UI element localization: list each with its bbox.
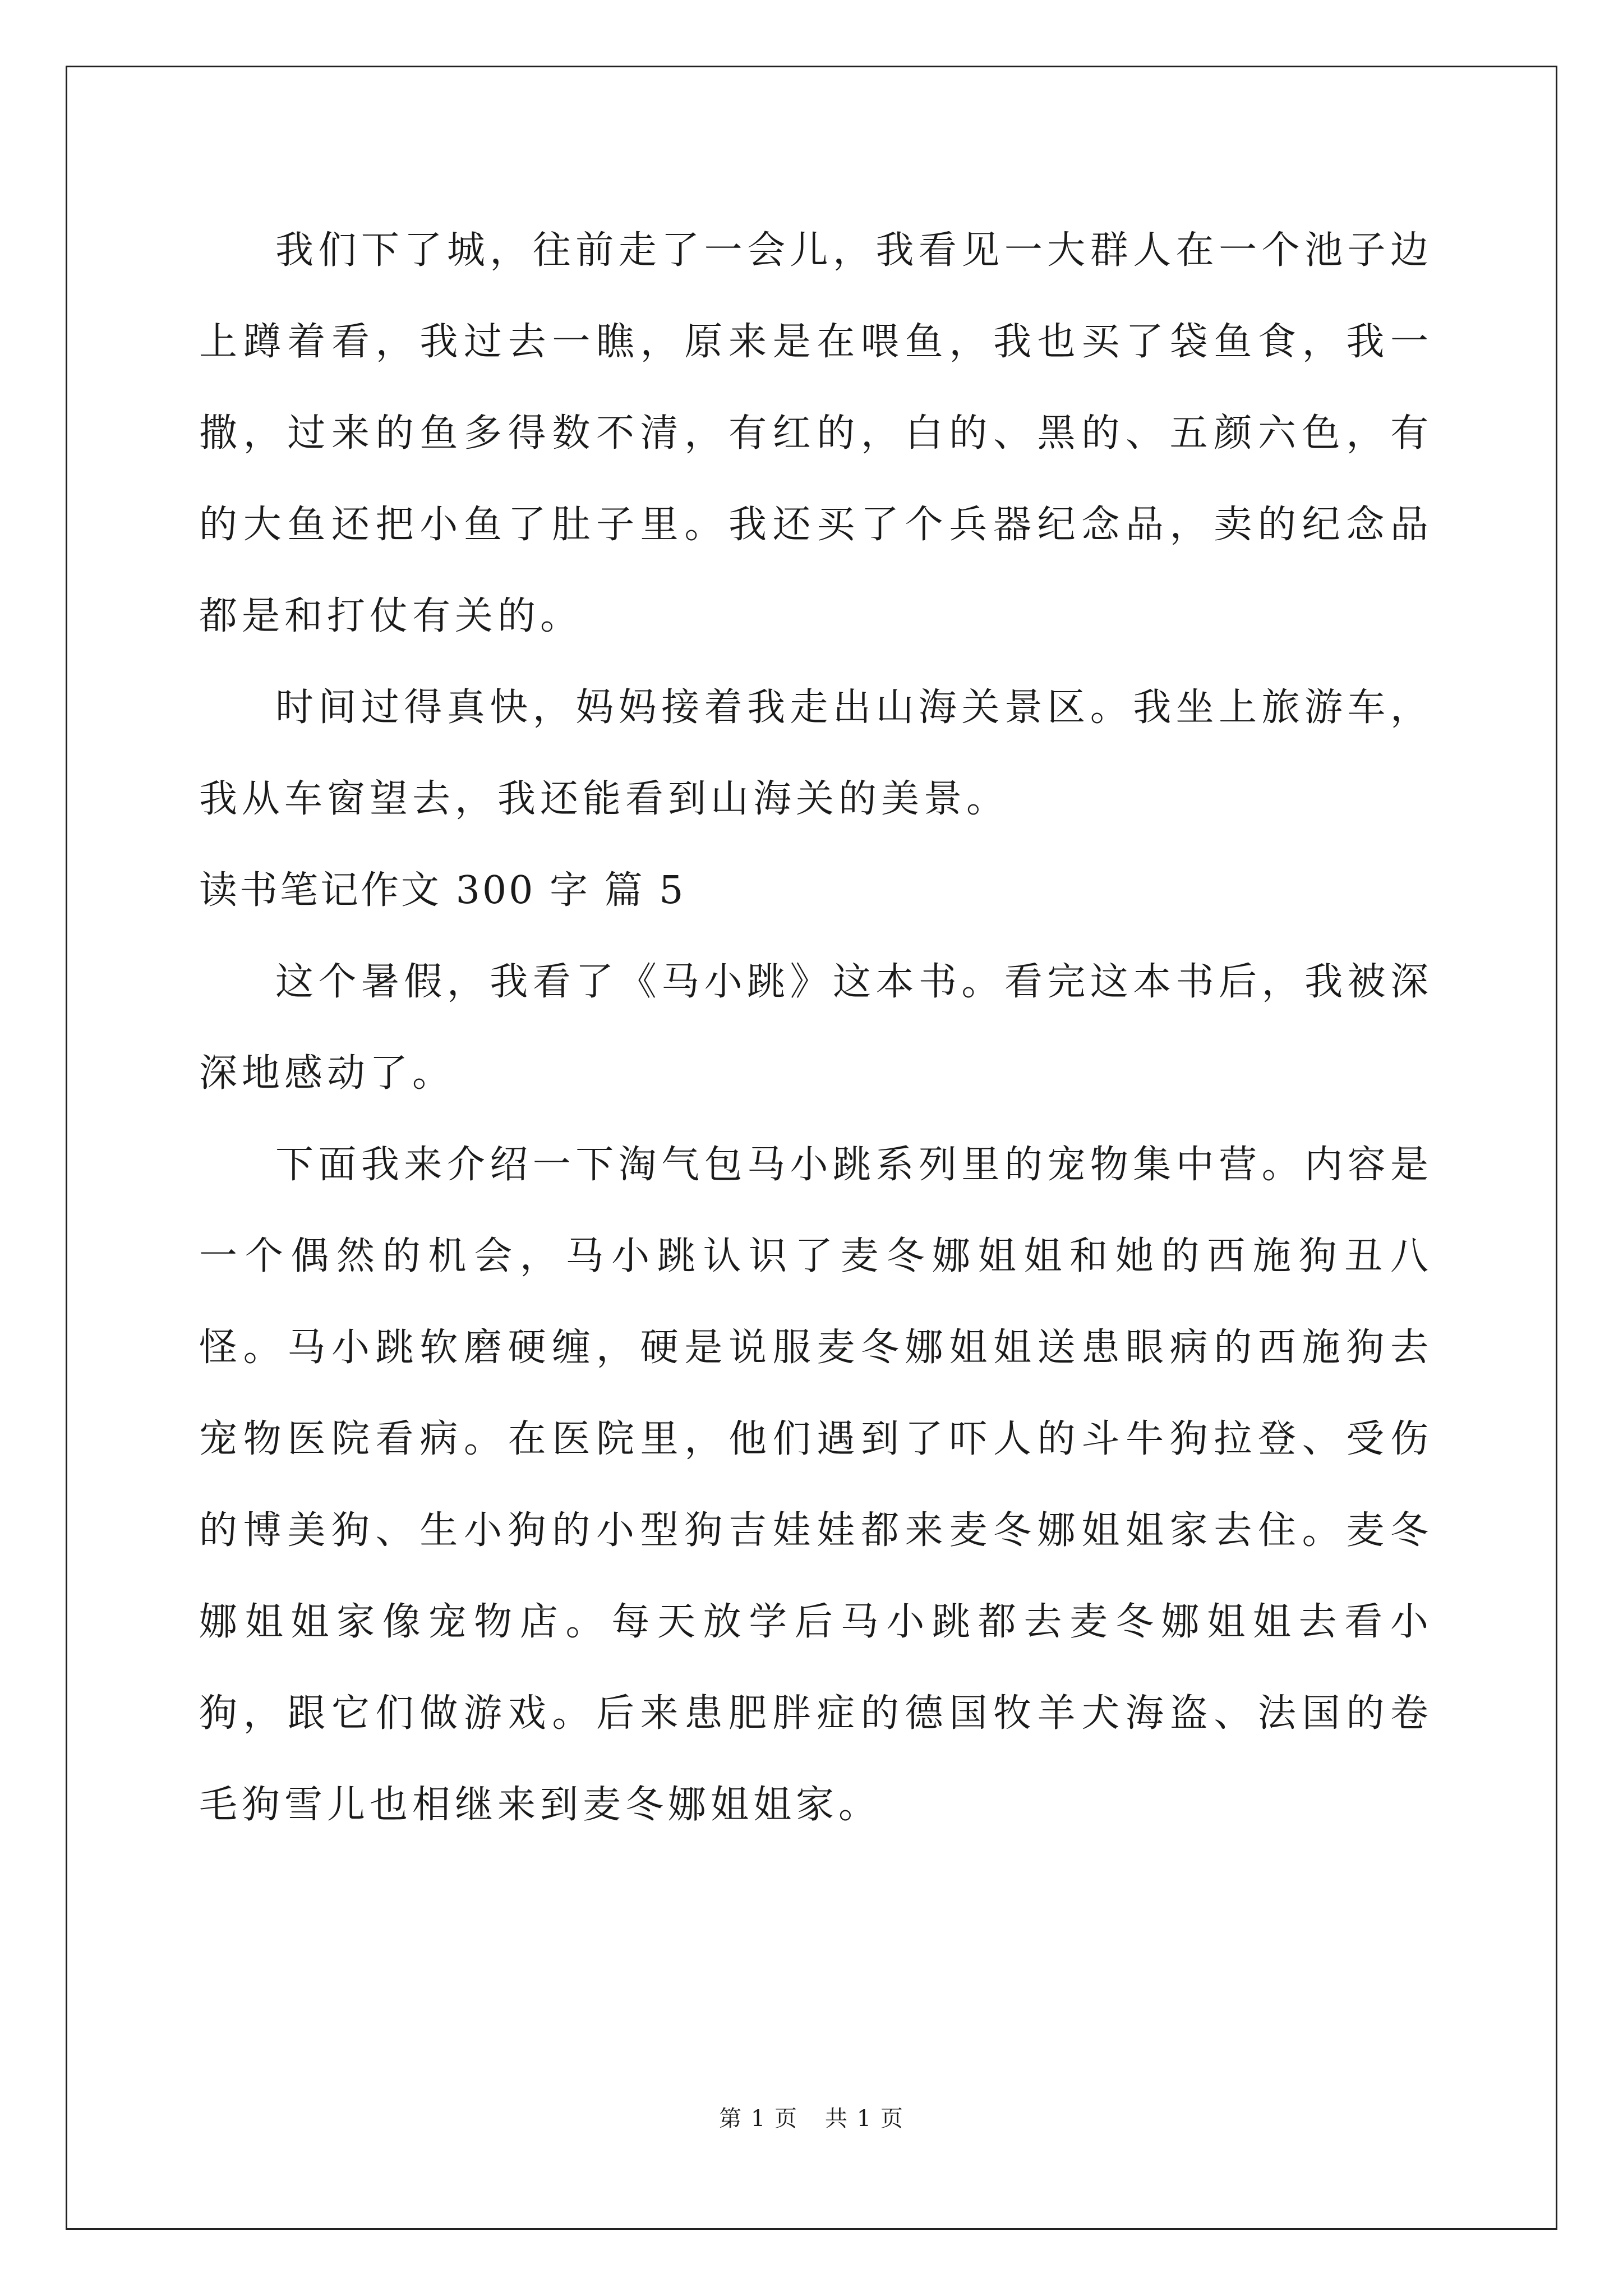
paragraph: 这个暑假，我看了《马小跳》这本书。看完这本书后，我被深深地感动了。 [199,960,1433,1096]
paragraph: 时间过得真快，妈妈接着我走出山海关景区。我坐上旅游车，我从车窗望去，我还能看到山海关的美景。 [199,685,1433,821]
page-total: 共 1 页 [825,2106,904,2132]
document-body [199,205,1433,1851]
paragraph: 下面我来介绍一下淘气包马小跳系列里的宠物集中营。内容是一个偶然的机会，马小跳认识了麦冬娜姐姐和她的西施狗丑八怪。马小跳软磨硬缠，硬是说服麦冬娜姐姐送患眼病的西施狗去宠物医院看病。在医院里，他们遇到了吓人的斗牛狗拉登、受伤的博美狗、生小狗的小型狗吉娃娃都来麦冬娜姐姐家去住。麦冬娜姐姐家像宠物店。每天放学后马小跳都去麦冬娜姐姐去看小狗，跟它们做游戏。后来患肥胖症的德国牧羊犬海盗、法国的卷毛狗雪儿也相继来到麦冬娜姐姐家。 [199,1143,1433,1827]
section-heading: 读书笔记作文 300 字 篇 5 [199,868,686,913]
page-footer [0,2101,1623,2133]
paragraph: 我们下了城，往前走了一会儿，我看见一大群人在一个池子边上蹲着看，我过去一瞧，原来是在喂鱼，我也买了袋鱼食，我一撒，过来的鱼多得数不清，有红的，白的、黑的、五颜六色，有的大鱼还把小鱼了肚子里。我还买了个兵器纪念品，卖的纪念品都是和打仗有关的。 [199,228,1433,638]
page-number: 第 1 页 [719,2106,798,2132]
